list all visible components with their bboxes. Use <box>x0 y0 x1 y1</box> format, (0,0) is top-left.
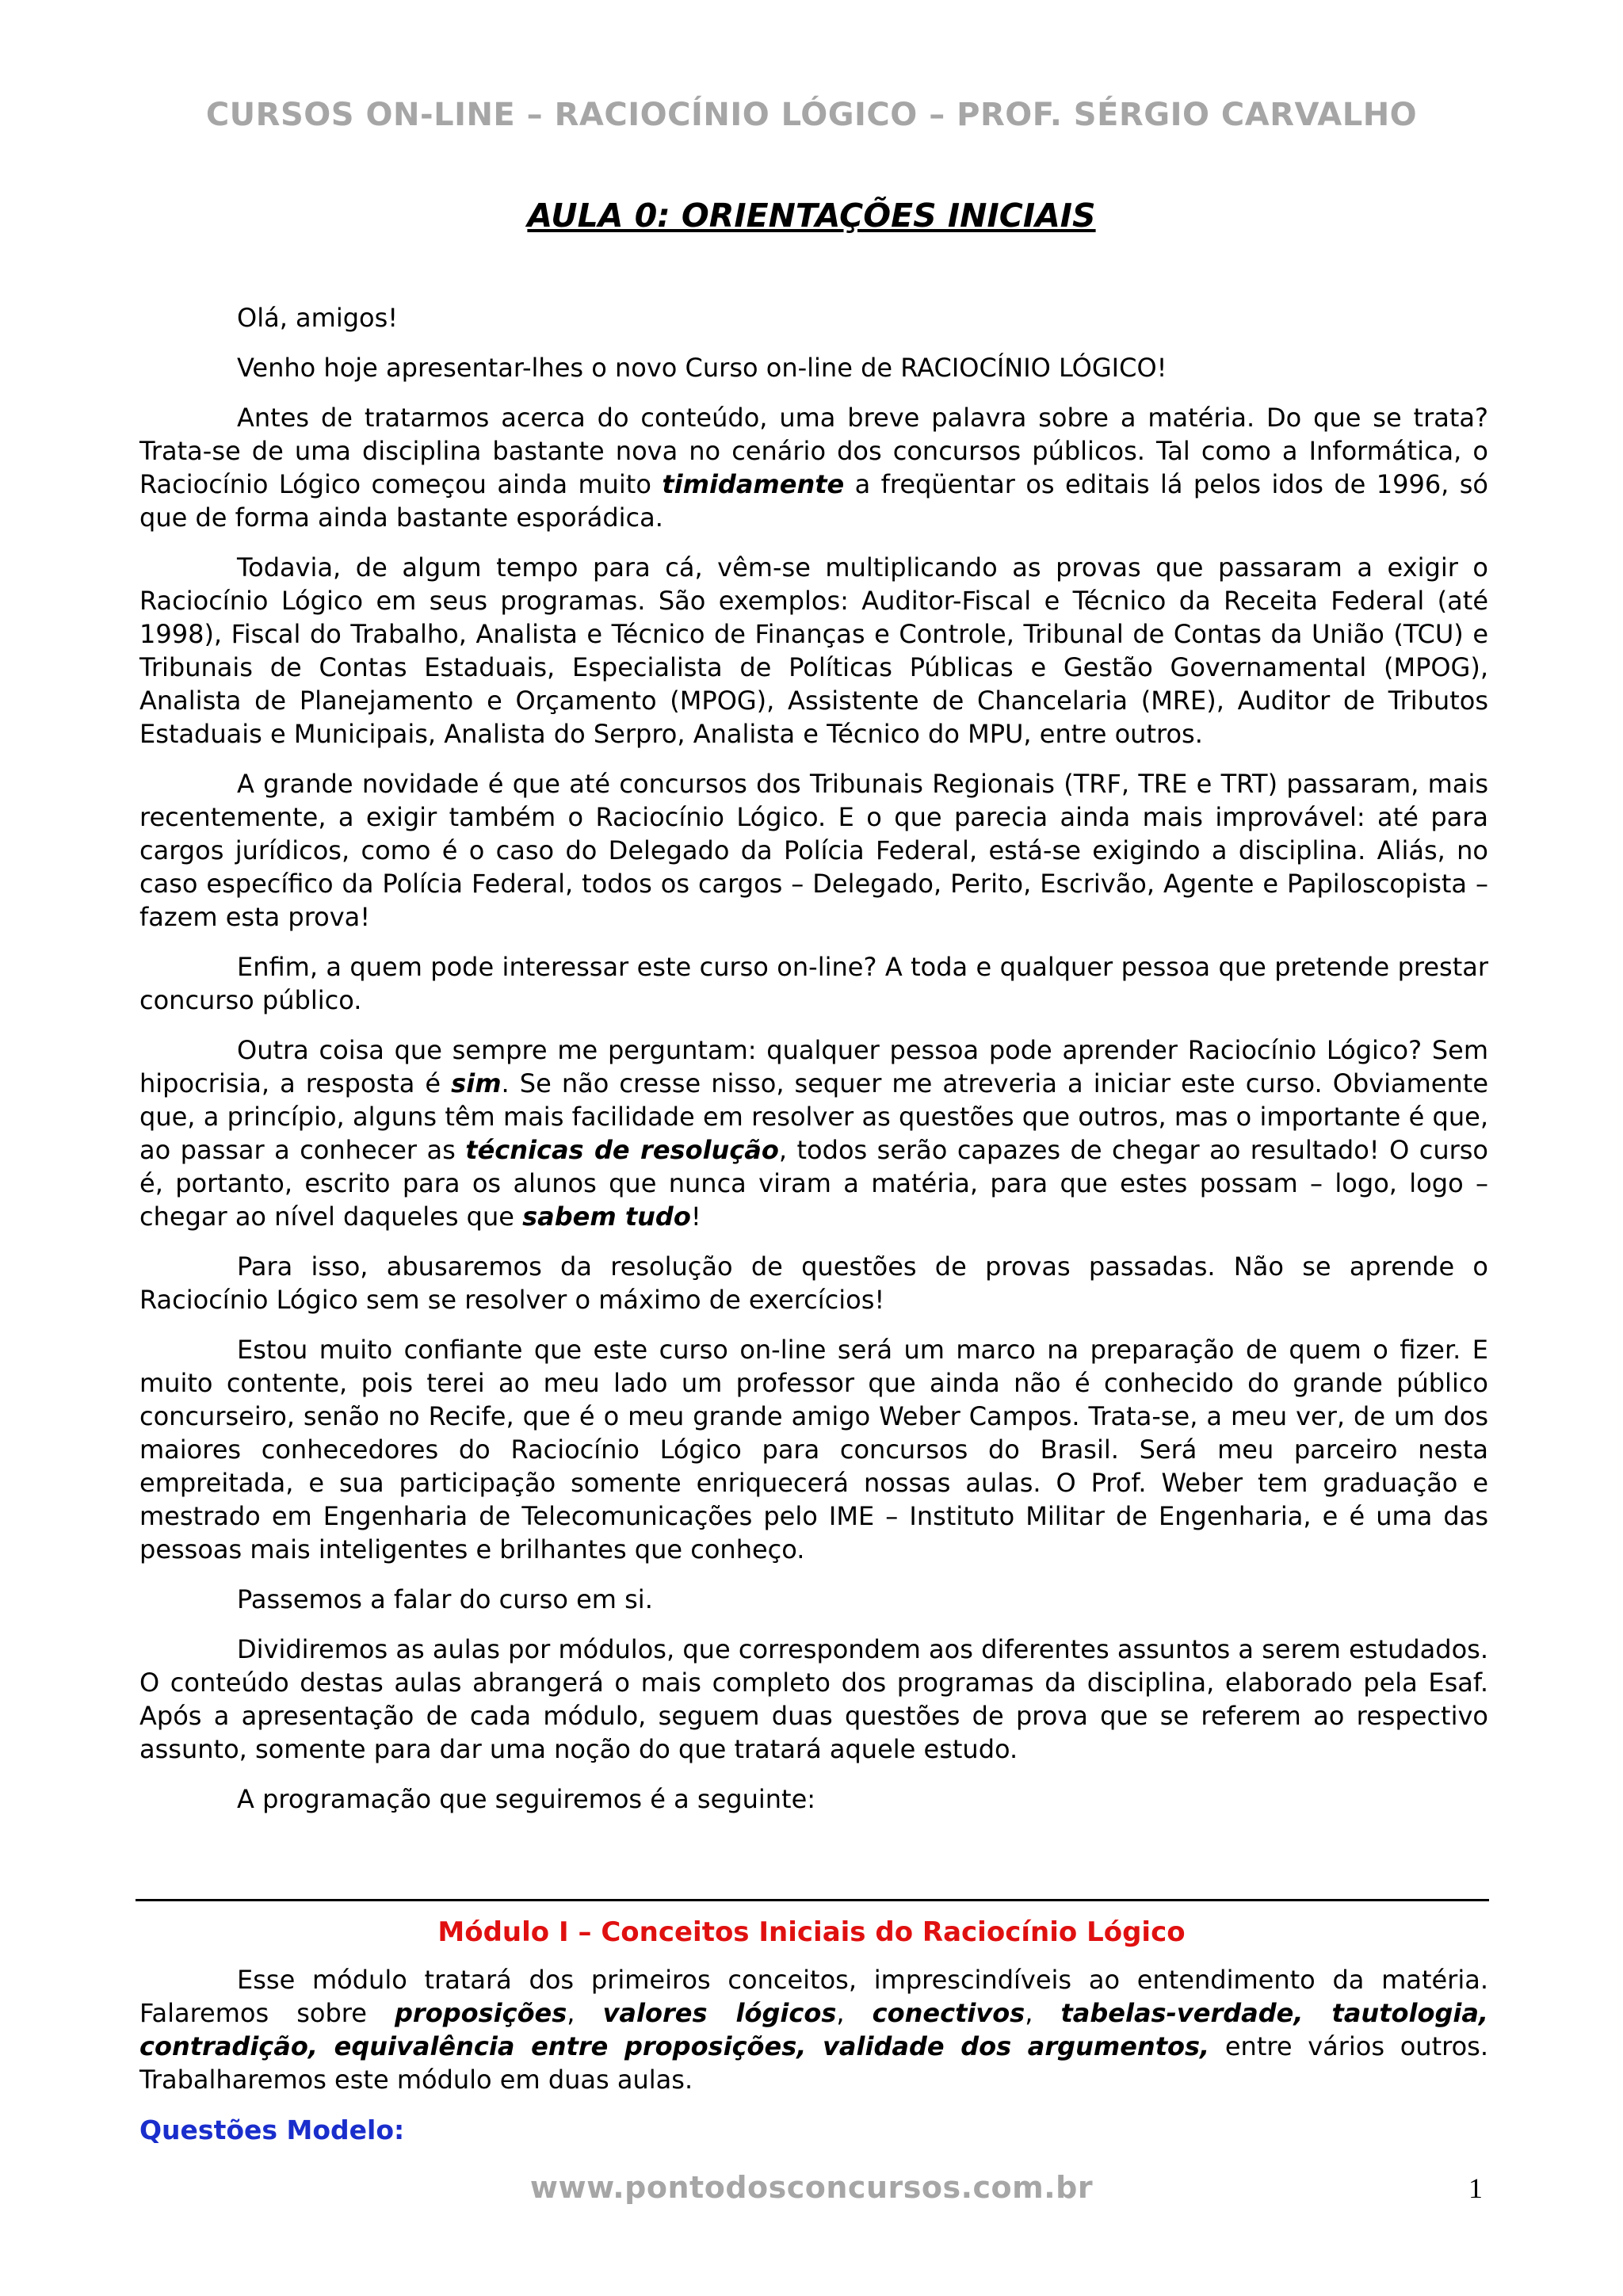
emphasis: timidamente <box>662 469 845 499</box>
page-header: CURSOS ON-LINE – RACIOCÍNIO LÓGICO – PROF. SÉRGIO CARVALHO <box>205 97 1418 133</box>
paragraph: Dividiremos as aulas por módulos, que correspondem aos diferentes assuntos a serem estudados. O conteúdo destas aulas abrangerá o mais completo dos programas da disciplina, elaborado pela Esaf. Após a apresentação de cada módulo, seguem duas questões de prova que se referem ao respectivo assunto, somente para dar uma noção do que tratará aquele estudo. <box>139 1634 1488 1764</box>
emphasis: proposições <box>395 1998 567 2028</box>
paragraph: A grande novidade é que até concursos dos Tribunais Regionais (TRF, TRE e TRT) passaram, mais recentemente, a exigir também o Raciocínio Lógico. E o que parecia ainda mais improvável: até para cargos jurídicos, como é o caso do Delegado da Polícia Federal, está-se exigindo a disciplina. Aliás, no caso específico da Polícia Federal, todos os cargos – Delegado, Perito, Escrivão, Agente e Papiloscopista – fazem esta prova! <box>139 769 1488 932</box>
emphasis: sabem tudo <box>522 1201 691 1232</box>
paragraph: Estou muito confiante que este curso on-line será um marco na preparação de quem o fizer. E muito contente, pois terei ao meu lado um professor que ainda não é conhecido do grande público concurseiro, senão no Recife, que é o meu grande amigo Weber Campos. Trata-se, a meu ver, de um dos maiores conhecedores do Raciocínio Lógico para concursos do Brasil. Será meu parceiro nesta empreitada, e sua participação somente enriquecerá nossas aulas. O Prof. Weber tem graduação e mestrado em Engenharia de Telecomunicações pelo IME – Instituto Militar de Engenharia, e é uma das pessoas mais inteligentes e brilhantes que conheço. <box>139 1335 1488 1564</box>
paragraph: A programação que seguiremos é a seguinte: <box>237 1784 816 1814</box>
emphasis: técnicas de resolução <box>465 1135 779 1165</box>
emphasis: valores lógicos <box>602 1998 837 2028</box>
paragraph: Olá, amigos! <box>237 303 399 333</box>
paragraph: Venho hoje apresentar-lhes o novo Curso on-line de RACIOCÍNIO LÓGICO! <box>237 353 1167 383</box>
section-divider <box>136 1899 1489 1901</box>
document-body <box>139 301 1488 1832</box>
module-description <box>139 1963 1488 2096</box>
page-title: AULA 0: ORIENTAÇÕES INICIAIS <box>527 197 1096 235</box>
questoes-modelo-heading: Questões Modelo: <box>139 2115 405 2145</box>
emphasis: sim <box>451 1068 502 1098</box>
paragraph: Outra coisa que sempre me perguntam: qualquer pessoa pode aprender Raciocínio Lógico? Sem hipocrisia, a resposta é sim. Se não cresse nisso, sequer me atreveria a iniciar este curso. Obviamente que, a princípio, alguns têm mais facilidade em resolver as questões que outros, mas o importante é que, ao passar a conhecer as técnicas de resolução, todos serão capazes de chegar ao resultado! O curso é, portanto, escrito para os alunos que nunca viram a matéria, para que estes possam – logo, logo – chegar ao nível daqueles que sabem tudo! <box>139 1035 1489 1232</box>
paragraph: Passemos a falar do curso em si. <box>237 1584 653 1614</box>
paragraph: Enfim, a quem pode interessar este curso on-line? A toda e qualquer pessoa que pretende prestar concurso público. <box>139 952 1488 1015</box>
page-number: 1 <box>1468 2172 1483 2204</box>
emphasis: conectivos <box>872 1998 1025 2028</box>
emphasis: tabelas-verdade, tautologia, contradição, equivalência entre proposições, validade dos argumentos, <box>139 1998 1489 2061</box>
paragraph: Todavia, de algum tempo para cá, vêm-se multiplicando as provas que passaram a exigir o Raciocínio Lógico em seus programas. São exemplos: Auditor-Fiscal e Técnico da Receita Federal (até 1998), Fiscal do Trabalho, Analista e Técnico de Finanças e Controle, Tribunal de Contas da União (TCU) e Tribunais de Contas Estaduais, Especialista de Políticas Públicas e Gestão Governamental (MPOG), Analista de Planejamento e Orçamento (MPOG), Assistente de Chancelaria (MRE), Auditor de Tributos Estaduais e Municipais, Analista do Serpro, Analista e Técnico do MPU, entre outros. <box>139 552 1488 749</box>
paragraph: Esse módulo tratará dos primeiros conceitos, imprescindíveis ao entendimento da matéria. Falaremos sobre proposições, valores lógicos, conectivos, tabelas-verdade, tautologia, contradição, equivalência entre proposições, validade dos argumentos, entre vários outros. Trabalharemos este módulo em duas aulas. <box>139 1965 1489 2095</box>
paragraph: Para isso, abusaremos da resolução de questões de provas passadas. Não se aprende o Raciocínio Lógico sem se resolver o máximo de exercícios! <box>139 1251 1488 1315</box>
module-title: Módulo I – Conceitos Iniciais do Raciocínio Lógico <box>437 1916 1186 1948</box>
footer-url: www.pontodosconcursos.com.br <box>529 2170 1094 2205</box>
paragraph: Antes de tratarmos acerca do conteúdo, uma breve palavra sobre a matéria. Do que se trata? Trata-se de uma disciplina bastante nova no cenário dos concursos públicos. Tal como a Informática, o Raciocínio Lógico começou ainda muito timidamente a freqüentar os editais lá pelos idos de 1996, só que de forma ainda bastante esporádica. <box>139 403 1489 533</box>
